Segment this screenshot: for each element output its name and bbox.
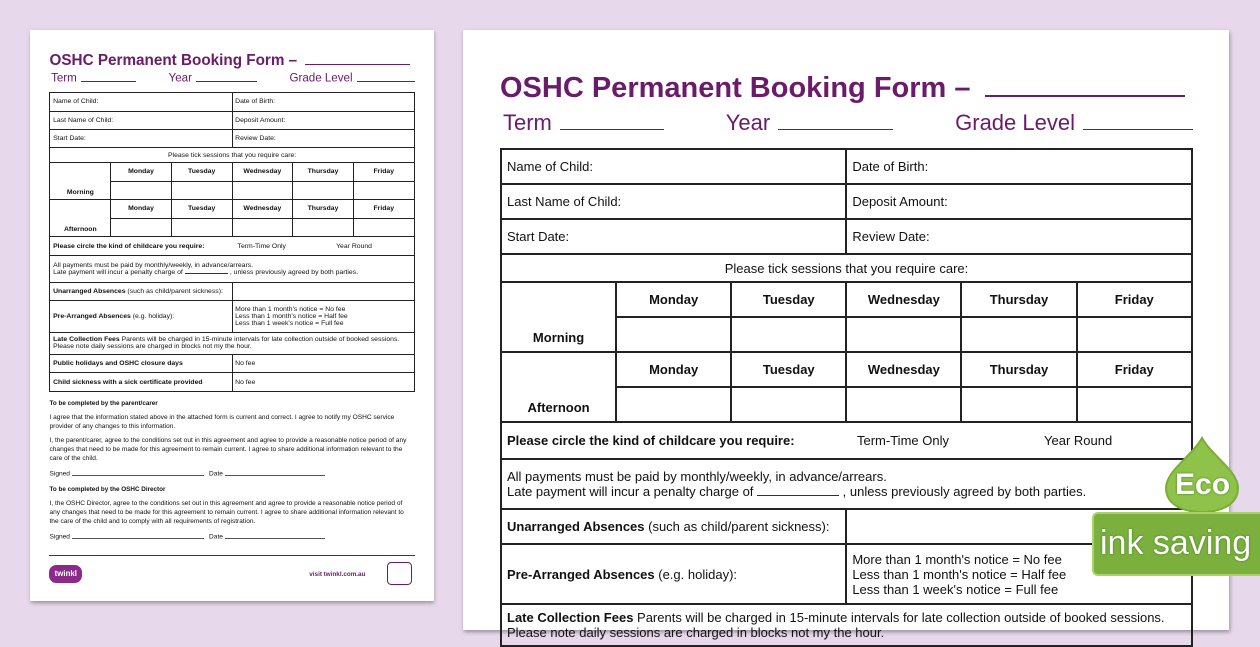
date-of-birth: Date of Birth:: [232, 93, 414, 111]
session-cell[interactable]: [731, 387, 846, 422]
afternoon-label: Afternoon: [63, 225, 97, 233]
grade-label: Grade Level: [289, 72, 353, 85]
notice-fees: More than 1 month's notice = No fee Less than 1 month's notice = Half fee Less than 1 week's notice = Full fee: [232, 301, 414, 333]
session-cell[interactable]: [293, 181, 354, 199]
session-cell[interactable]: [1077, 317, 1192, 352]
day-header: Monday: [128, 168, 154, 176]
day-header: Monday: [128, 205, 154, 213]
childcare-kind-row: Please circle the kind of childcare you require: Term-Time Only Year Round: [501, 422, 1192, 459]
review-date: Review Date:: [232, 130, 414, 148]
term-label: Term: [51, 72, 77, 85]
name-of-child: Name of Child:: [501, 149, 846, 184]
session-cell[interactable]: [731, 317, 846, 352]
last-name: Last Name of Child:: [50, 111, 232, 129]
day-header: Monday: [649, 292, 699, 307]
afternoon-label: Afternoon: [527, 400, 590, 415]
session-cell[interactable]: [616, 387, 731, 422]
form-meta-row: [51, 72, 415, 84]
tick-instruction: Please tick sessions that you require care:: [501, 254, 1192, 282]
session-cell[interactable]: [293, 218, 354, 236]
quality-badge-icon: [387, 562, 411, 585]
day-header: Friday: [373, 205, 395, 213]
deposit-amount: Deposit Amount:: [232, 111, 414, 129]
public-holidays-fee: No fee: [232, 354, 414, 372]
last-name: Last Name of Child:: [501, 184, 846, 219]
thumbnail-page-preview[interactable]: [30, 30, 433, 601]
session-cell[interactable]: [1077, 387, 1192, 422]
session-cell[interactable]: [846, 317, 961, 352]
day-header: Wednesday: [243, 205, 282, 213]
twinkl-logo: twinkl: [49, 565, 82, 583]
unarranged-absences: Unarranged Absences (such as child/parent sickness):: [50, 282, 232, 300]
pre-arranged-absences: Pre-Arranged Absences (e.g. holiday):: [50, 301, 232, 333]
day-header: Wednesday: [243, 168, 282, 176]
year-label: Year: [725, 110, 771, 135]
ink-saving-label: ink saving: [1100, 524, 1252, 562]
public-holidays: Public holidays and OSHC closure days: [53, 360, 183, 368]
director-agreement: I, the OSHC Director, agree to the conditions set out in this agreement and agree to provide a reasonable notice period of any changes that need to be made for this agreement to remain current. I agree to share additional information relevant to the care of the child and to comply with all requirements of registration.: [49, 500, 404, 526]
session-cell[interactable]: [171, 218, 232, 236]
day-header: Thursday: [307, 205, 339, 213]
day-header: Tuesday: [188, 168, 216, 176]
director-heading: To be completed by the OSHC Director: [49, 486, 166, 494]
day-header: Tuesday: [188, 205, 216, 213]
parent-agreement: I, the parent/carer, agree to the conditions set out in this agreement and agree to provide a reasonable notice period of any changes that need to be made for this agreement to remain current. I agree to share additional information relevant to the care of the child.: [49, 437, 407, 463]
year-round-option[interactable]: Year Round: [1044, 433, 1113, 448]
footer-url[interactable]: visit twinkl.com.au: [309, 570, 366, 578]
child-sickness-fee: No fee: [232, 373, 414, 391]
payments-row: All payments must be paid by monthly/weekly, in advance/arrears. Late payment will incur a penalty charge of , unless previously agreed by both parties.: [501, 459, 1192, 509]
session-cell[interactable]: [353, 181, 414, 199]
morning-label: Morning: [66, 188, 94, 196]
ink-saving-banner: [1092, 512, 1260, 576]
child-sickness: Child sickness with a sick certificate provided: [53, 378, 203, 386]
notice-fees: More than 1 month's notice = No fee Less than 1 month's notice = Half fee Less than 1 week's notice = Full fee: [846, 544, 1192, 604]
childcare-kind-row: Please circle the kind of childcare you require: Term-Time Only Year Round: [50, 236, 414, 255]
day-header: Friday: [373, 168, 395, 176]
day-header: Wednesday: [867, 362, 940, 377]
term-time-option[interactable]: Term-Time Only: [857, 433, 949, 448]
grade-label: Grade Level: [955, 110, 1075, 135]
day-header: Monday: [649, 362, 699, 377]
start-date: Start Date:: [501, 219, 846, 254]
form-title: OSHC Permanent Booking Form –: [49, 52, 409, 69]
booking-table: [49, 92, 414, 392]
year-label: Year: [168, 72, 192, 85]
session-cell[interactable]: [961, 317, 1076, 352]
term-label: Term: [503, 110, 552, 135]
pre-arranged-absences: Pre-Arranged Absences (e.g. holiday):: [501, 544, 846, 604]
payments-row: All payments must be paid by monthly/weekly, in advance/arrears. Late payment will incur a penalty charge of , unless previously agreed by both parties.: [50, 256, 414, 282]
form-title: OSHC Permanent Booking Form –: [500, 72, 1185, 105]
year-round-option[interactable]: Year Round: [336, 242, 372, 250]
morning-label: Morning: [532, 330, 585, 345]
parent-heading: To be completed by the parent/carer: [49, 399, 158, 407]
session-cell[interactable]: [961, 387, 1076, 422]
session-cell[interactable]: [616, 317, 731, 352]
day-header: Friday: [1114, 292, 1154, 307]
parent-statement: I agree that the information stated above in the attached form is current and correct. I agree to notify my OSHC service provider of any changes to this information.: [49, 414, 395, 431]
session-cell[interactable]: [353, 218, 414, 236]
form-meta-row: [503, 110, 1193, 136]
eco-label: Eco: [1175, 468, 1231, 501]
booking-form-page: [30, 30, 434, 601]
booking-table: [500, 148, 1193, 647]
review-date: Review Date:: [846, 219, 1192, 254]
name-of-child: Name of Child:: [50, 93, 232, 111]
day-header: Friday: [1114, 362, 1154, 377]
late-collection-fees: Late Collection Fees Parents will be charged in 15-minute intervals for late collection outside of booked sessions. Please note daily sessions are charged in blocks not my the hour.: [501, 604, 1192, 646]
unarranged-absences: Unarranged Absences (such as child/parent sickness):: [501, 509, 846, 544]
footer-rule: [49, 555, 414, 556]
tick-instruction: Please tick sessions that you require care:: [50, 148, 414, 163]
day-header: Tuesday: [762, 362, 815, 377]
day-header: Thursday: [989, 292, 1049, 307]
session-cell[interactable]: [232, 218, 293, 236]
day-header: Tuesday: [762, 292, 815, 307]
day-header: Thursday: [989, 362, 1049, 377]
signoff-section: To be completed by the parent/carer I agree that the information stated above in the attached form is current and correct. I agree to notify my OSHC service provider of any changes to this information. I, the parent/carer, agree to the conditions set out in this agreement and agree to provide a reasonable notice period of any changes that need to be made for this agreement to remain current. I agree to share additional information relevant to the care of the child. Signed Date To be completed by the OSHC Director I, the OSHC Director, agree to the conditions set out in this agreement and agree to provide a reasonable notice period of any changes that need to be made for this agreement to remain current. I agree to share additional information relevant to the care of the child and to comply with all requirements of registration. Signed Date: [49, 394, 414, 548]
session-cell[interactable]: [171, 181, 232, 199]
start-date: Start Date:: [50, 130, 232, 148]
session-cell[interactable]: [111, 218, 172, 236]
session-cell[interactable]: [232, 181, 293, 199]
deposit-amount: Deposit Amount:: [846, 184, 1192, 219]
day-header: Wednesday: [867, 292, 940, 307]
day-header: Thursday: [307, 168, 339, 176]
session-cell[interactable]: [111, 181, 172, 199]
term-time-option[interactable]: Term-Time Only: [237, 242, 286, 250]
date-of-birth: Date of Birth:: [846, 149, 1192, 184]
late-collection-fees: Late Collection Fees Parents will be charged in 15-minute intervals for late collection outside of booked sessions. Please note daily sessions are charged in blocks not my the hour.: [50, 332, 414, 354]
session-cell[interactable]: [846, 387, 961, 422]
